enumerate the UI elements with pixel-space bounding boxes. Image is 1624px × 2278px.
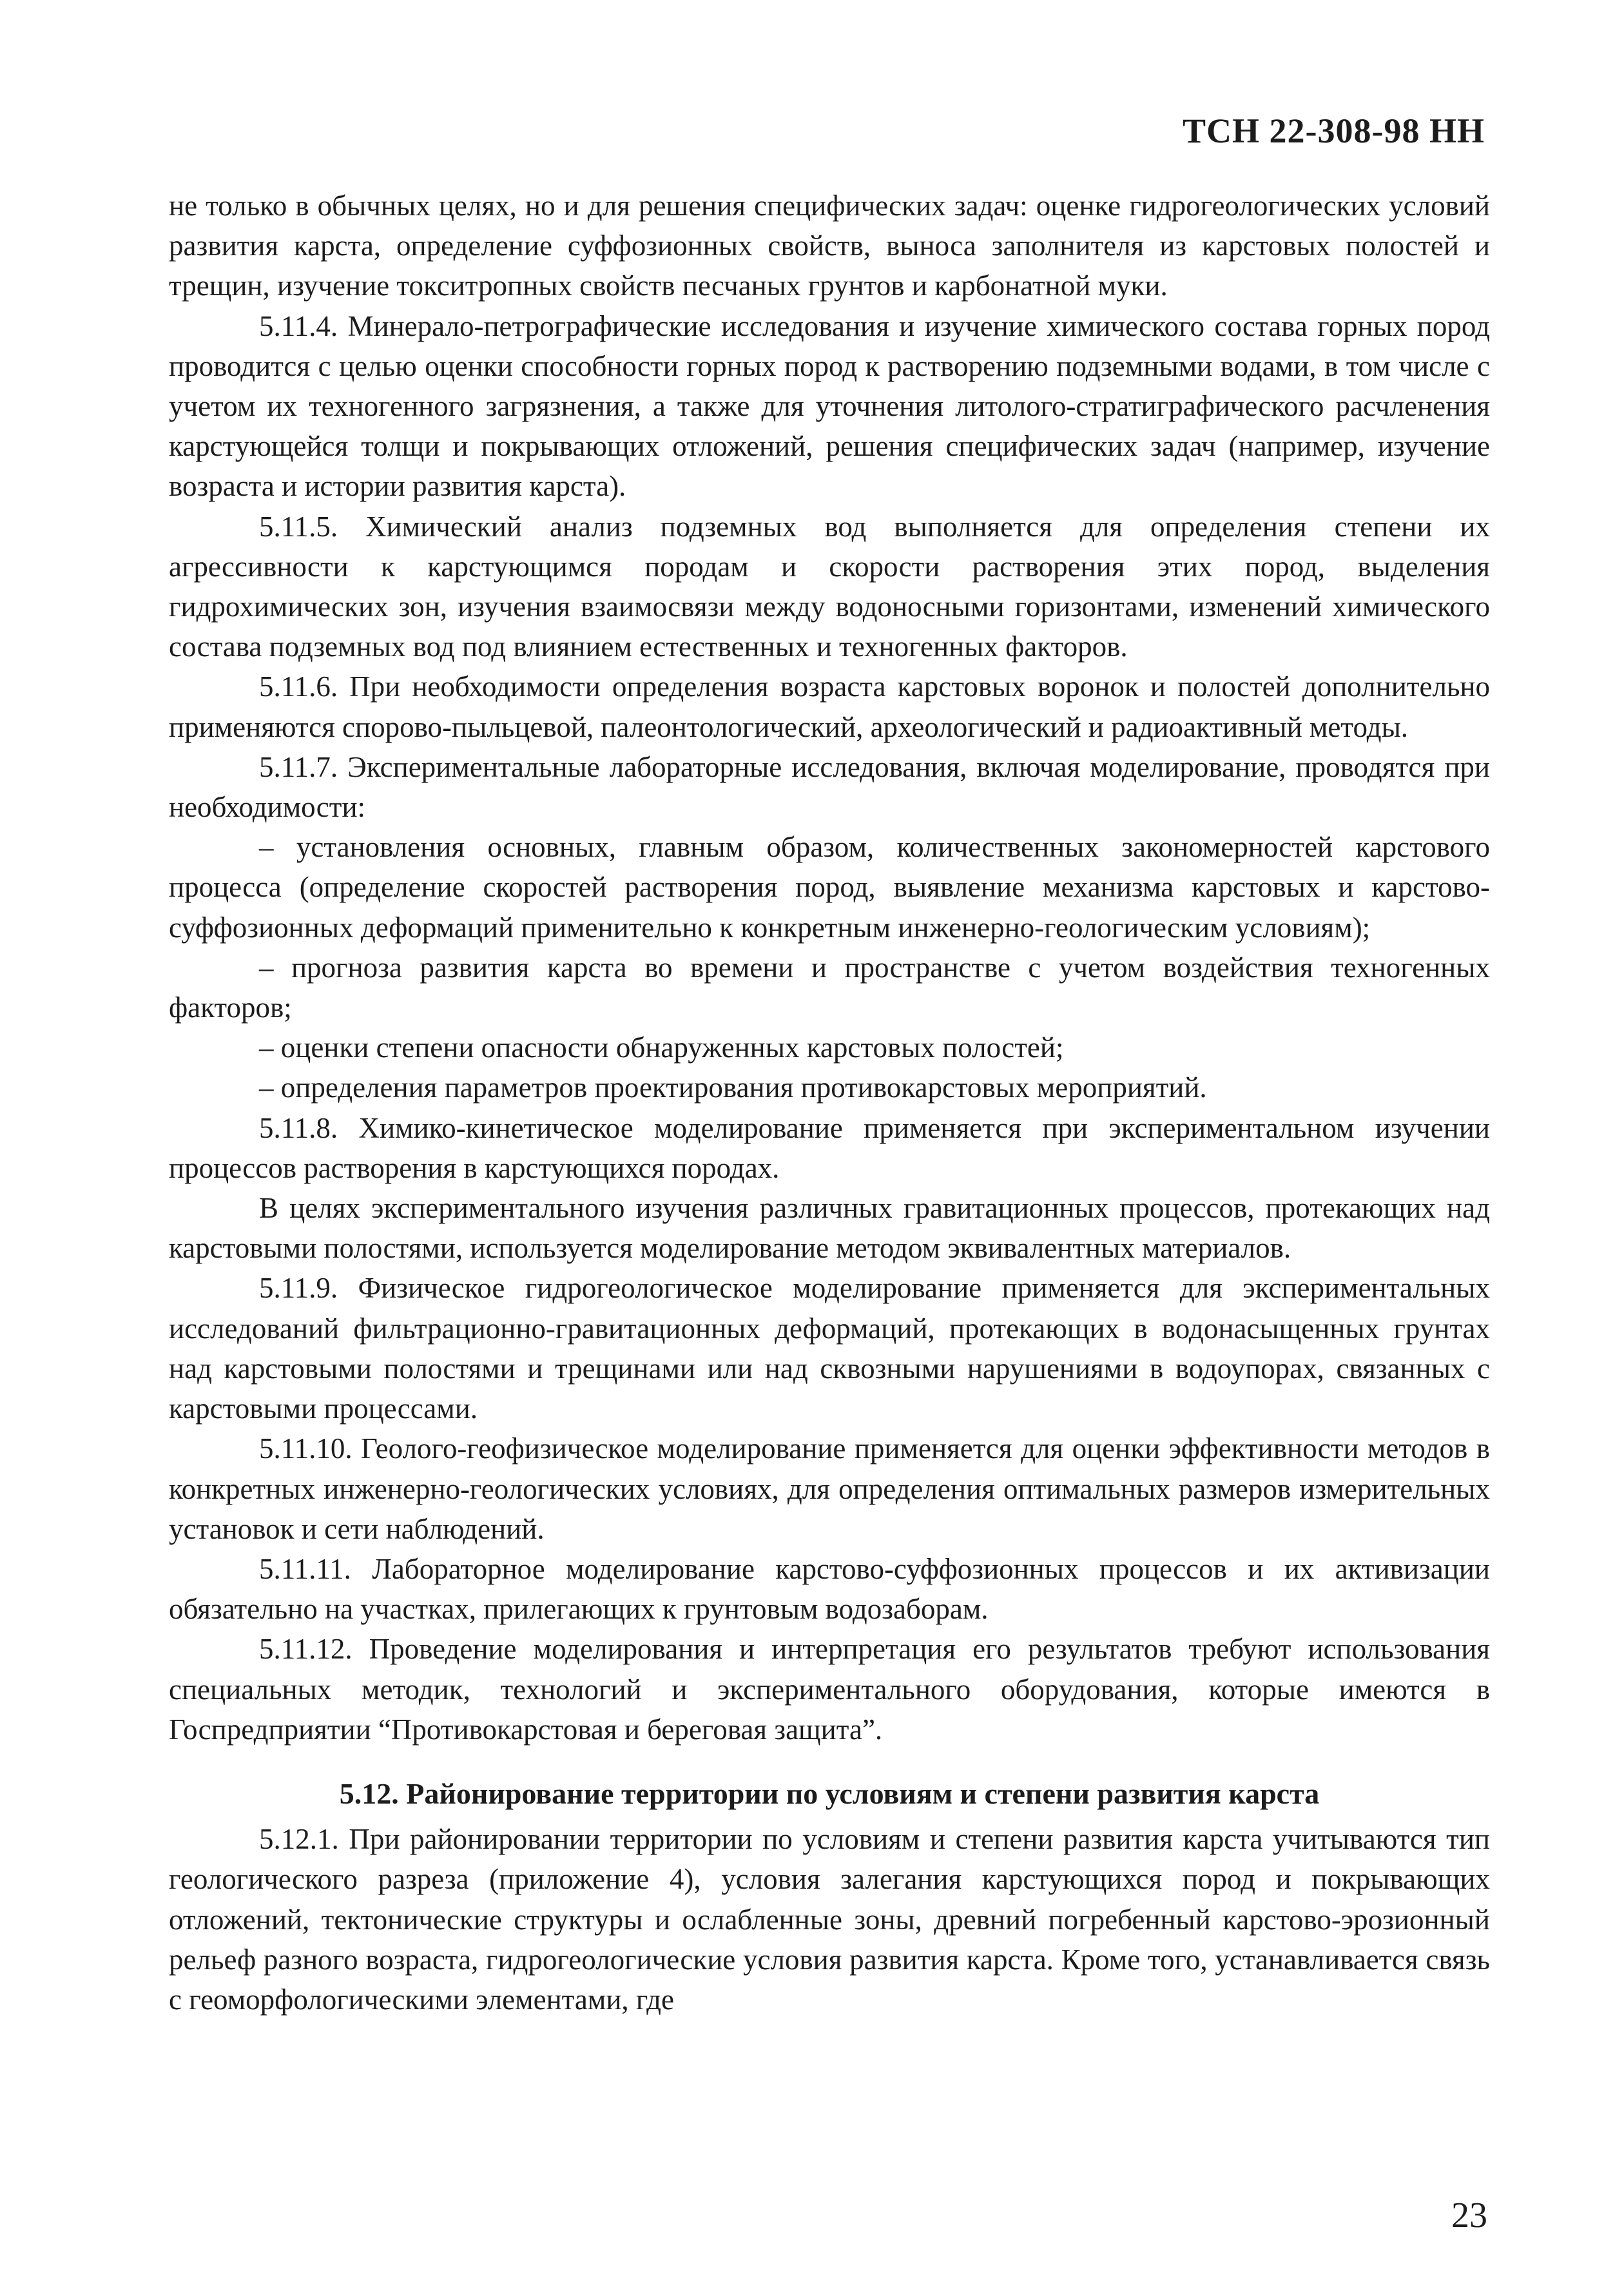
document-code: ТСН 22-308-98 НН [1183,112,1485,150]
list-item: – установления основных, главным образом, количественных закономерностей карстового процесса (определение скоростей растворения пород, выявление механизма карстовых и карстово-суффозионных деформаций применительно к конкретным инженерно-геологическим условиям); [169,831,1490,944]
paragraph-5-11-5: 5.11.5. Химический анализ подземных вод выполняется для определения степени их агрессивности к карстующимся породам и скорости растворения этих пород, выделения гидрохимических зон, изучения взаимосвязи между водоносными горизонтами, изменений химического состава подземных вод под влиянием естественных и техногенных факторов. [169,510,1490,663]
section-heading-5-12: 5.12. Районирование территории по условиям и степени развития карста [339,1777,1320,1810]
paragraph-5-11-4: 5.11.4. Минерало-петрографические исследования и изучение химического состава горных пород проводится с целью оценки способности горных пород к растворению подземными водами, в том числе с учетом их техногенного загрязнения, а также для уточнения литолого-стратиграфического расчленения карстующейся толщи и покрывающих отложений, решения специфических задач (например, изучение возраста и истории развития карста). [169,309,1490,503]
page-body [169,186,1490,2020]
list-item: – прогноза развития карста во времени и пространстве с учетом воздействия техногенных факторов; [169,951,1490,1024]
paragraph-5-11-8: 5.11.8. Химико-кинетическое моделирование применяется при экспериментальном изучении процессов растворения в карстующихся породах. [169,1111,1490,1184]
list-item: – определения параметров проектирования противокарстовых мероприятий. [259,1071,1207,1104]
paragraph-5-11-7: 5.11.7. Экспериментальные лабораторные исследования, включая моделирование, проводятся при необходимости: [169,750,1490,824]
paragraph-5-11-9: 5.11.9. Физическое гидрогеологическое моделирование применяется для экспериментальных исследований фильтрационно-гравитационных деформаций, протекающих в водонасыщенных грунтах над карстовыми полостями и трещинами или над сквозными нарушениями в водоупорах, связанных с карстовыми процессами. [169,1272,1490,1425]
page-number: 23 [1451,2195,1487,2235]
paragraph-5-11-6: 5.11.6. При необходимости определения возраста карстовых воронок и полостей дополнительно применяются спорово-пыльцевой, палеонтологический, археологический и радиоактивный методы. [169,670,1490,743]
paragraph-equivalent-materials: В целях экспериментального изучения различных гравитационных процессов, протекающих над карстовыми полостями, используется моделирование методом эквивалентных материалов. [169,1192,1490,1265]
list-item: – оценки степени опасности обнаруженных карстовых полостей; [259,1031,1064,1064]
paragraph-continuation: не только в обычных целях, но и для решения специфических задач: оценке гидрогеологических условий развития карста, определение суффозионных свойств, выноса заполнителя из карстовых полостей и трещин, изучение токситропных свойств песчаных грунтов и карбонатной муки. [169,190,1490,302]
paragraph-5-12-1: 5.12.1. При районировании территории по условиям и степени развития карста учитываются тип геологического разреза (приложение 4), условия залегания карстующихся пород и покрывающих отложений, тектонические структуры и ослабленные зоны, древний погребенный карстово-эрозионный рельеф разного возраста, гидрогеологические условия развития карста. Кроме того, устанавливается связь с геоморфологическими элементами, где [169,1823,1490,2016]
paragraph-5-11-12: 5.11.12. Проведение моделирования и интерпретация его результатов требуют использования специальных методик, технологий и экспериментального оборудования, которые имеются в Госпредприятии “Противокарстовая и береговая защита”. [169,1633,1490,1746]
paragraph-5-11-10: 5.11.10. Геолого-геофизическое моделирование применяется для оценки эффективности методов в конкретных инженерно-геологических условиях, для определения оптимальных размеров измерительных установок и сети наблюдений. [169,1432,1490,1545]
paragraph-5-11-11: 5.11.11. Лабораторное моделирование карстово-суффозионных процессов и их активизации обязательно на участках, прилегающих к грунтовым водозаборам. [169,1552,1490,1626]
